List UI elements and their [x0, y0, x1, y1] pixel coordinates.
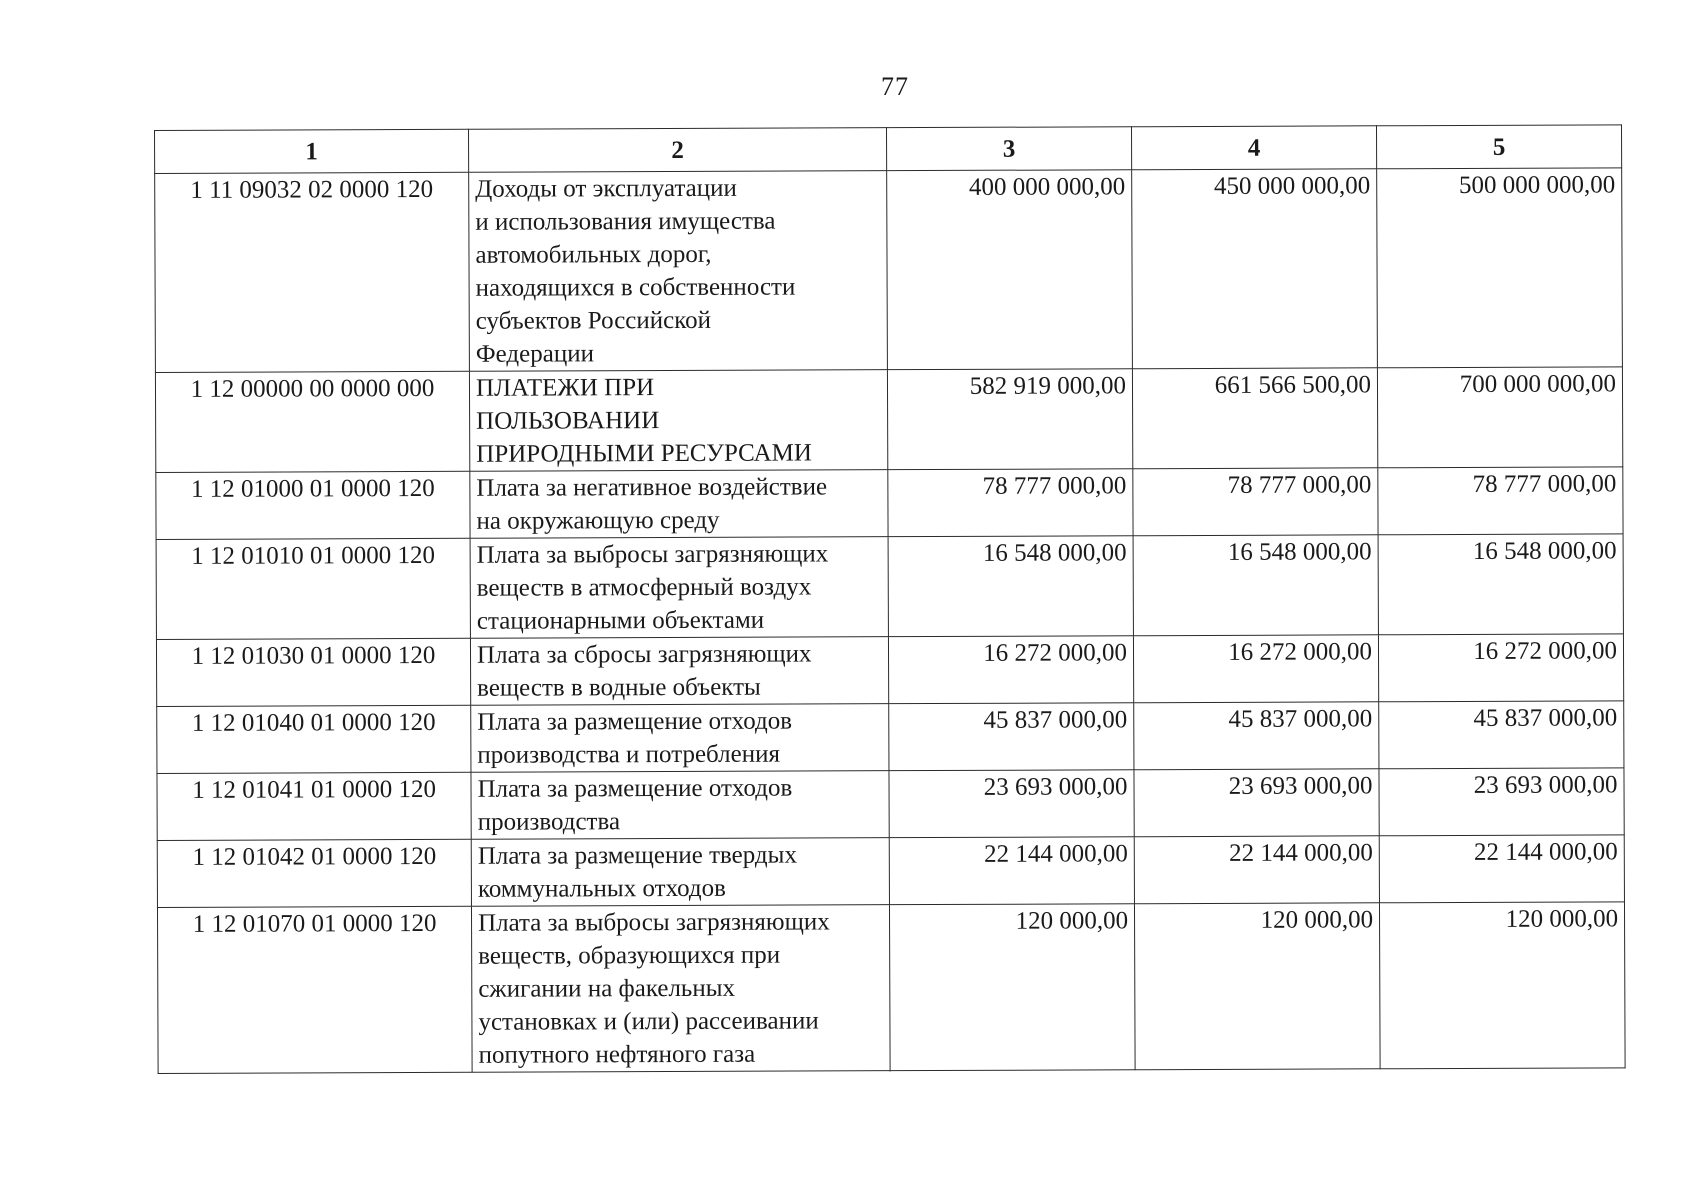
- budget-code-cell: 1 11 09032 02 0000 120: [155, 172, 470, 372]
- amount-col-4-cell: 16 548 000,00: [1133, 535, 1378, 636]
- amount-col-3-cell: 23 693 000,00: [889, 770, 1134, 838]
- amount-col-4-cell: 78 777 000,00: [1133, 468, 1378, 536]
- amount-col-5-cell: 16 548 000,00: [1378, 534, 1623, 635]
- income-name-cell: Доходы от эксплуатации и использования имущества автомобильных дорог, находящихся в собственности субъектов Российской Федерации: [469, 171, 888, 372]
- amount-col-4-cell: 22 144 000,00: [1134, 836, 1379, 904]
- amount-col-4-cell: 661 566 500,00: [1132, 368, 1377, 469]
- header-col-1: 1: [155, 129, 469, 173]
- amount-col-3-cell: 16 272 000,00: [888, 636, 1133, 704]
- amount-col-5-cell: 120 000,00: [1379, 902, 1625, 1069]
- header-col-5: 5: [1376, 125, 1621, 169]
- income-name-cell: Плата за негативное воздействие на окружающую среду: [470, 470, 888, 539]
- budget-code-cell: 1 12 01010 01 0000 120: [156, 538, 470, 639]
- amount-col-3-cell: 78 777 000,00: [888, 469, 1133, 537]
- amount-col-5-cell: 23 693 000,00: [1379, 768, 1624, 836]
- header-row: [155, 125, 1622, 174]
- budget-code-cell: 1 12 01030 01 0000 120: [156, 638, 470, 706]
- budget-code-cell: 1 12 00000 00 0000 000: [155, 371, 469, 472]
- budget-code-cell: 1 12 01040 01 0000 120: [157, 705, 471, 773]
- amount-col-3-cell: 120 000,00: [889, 904, 1135, 1071]
- amount-col-3-cell: 16 548 000,00: [888, 536, 1133, 637]
- header-col-2: 2: [468, 128, 886, 173]
- income-name-cell: Плата за размещение твердых коммунальных отходов: [471, 838, 889, 907]
- budget-code-cell: 1 12 01042 01 0000 120: [157, 839, 471, 907]
- page-number: 77: [881, 72, 909, 101]
- header-col-3: 3: [886, 127, 1131, 171]
- table-row: [155, 168, 1623, 373]
- amount-col-3-cell: 582 919 000,00: [887, 369, 1132, 470]
- budget-table: [154, 124, 1626, 1074]
- amount-col-4-cell: 45 837 000,00: [1134, 702, 1379, 770]
- amount-col-4-cell: 450 000 000,00: [1132, 169, 1378, 369]
- budget-table-container: [154, 124, 1626, 1074]
- amount-col-3-cell: 22 144 000,00: [889, 837, 1134, 905]
- amount-col-4-cell: 16 272 000,00: [1133, 635, 1378, 703]
- table-row: [157, 768, 1624, 841]
- budget-code-cell: 1 12 01070 01 0000 120: [157, 906, 472, 1073]
- budget-code-cell: 1 12 01041 01 0000 120: [157, 772, 471, 840]
- amount-col-5-cell: 45 837 000,00: [1379, 701, 1624, 769]
- amount-col-4-cell: 23 693 000,00: [1134, 769, 1379, 837]
- income-name-cell: Плата за размещение отходов производства и потребления: [471, 704, 889, 773]
- amount-col-5-cell: 22 144 000,00: [1379, 835, 1624, 903]
- table-row: [157, 902, 1625, 1074]
- amount-col-5-cell: 700 000 000,00: [1377, 367, 1622, 468]
- amount-col-4-cell: 120 000,00: [1134, 903, 1380, 1070]
- amount-col-3-cell: 400 000 000,00: [887, 170, 1133, 370]
- amount-col-5-cell: 500 000 000,00: [1377, 168, 1623, 368]
- table-row: [157, 835, 1624, 908]
- income-name-cell: Плата за выбросы загрязняющих веществ, образующихся при сжигании на факельных установках и (или) рассеивании попутного нефтяного газа: [471, 905, 890, 1073]
- income-name-cell: Плата за выбросы загрязняющих веществ в атмосферный воздух стационарными объектами: [470, 537, 888, 639]
- table-row: [156, 534, 1623, 640]
- header-col-4: 4: [1131, 126, 1376, 170]
- amount-col-5-cell: 16 272 000,00: [1378, 634, 1623, 702]
- amount-col-5-cell: 78 777 000,00: [1378, 467, 1623, 535]
- table-row: [156, 467, 1623, 540]
- income-name-cell: ПЛАТЕЖИ ПРИ ПОЛЬЗОВАНИИ ПРИРОДНЫМИ РЕСУРСАМИ: [469, 370, 887, 472]
- budget-code-cell: 1 12 01000 01 0000 120: [156, 471, 470, 539]
- table-row: [155, 367, 1622, 473]
- table-row: [156, 634, 1623, 707]
- amount-col-3-cell: 45 837 000,00: [889, 703, 1134, 771]
- income-name-cell: Плата за сбросы загрязняющих веществ в водные объекты: [470, 637, 888, 706]
- income-name-cell: Плата за размещение отходов производства: [471, 771, 889, 840]
- table-row: [157, 701, 1624, 774]
